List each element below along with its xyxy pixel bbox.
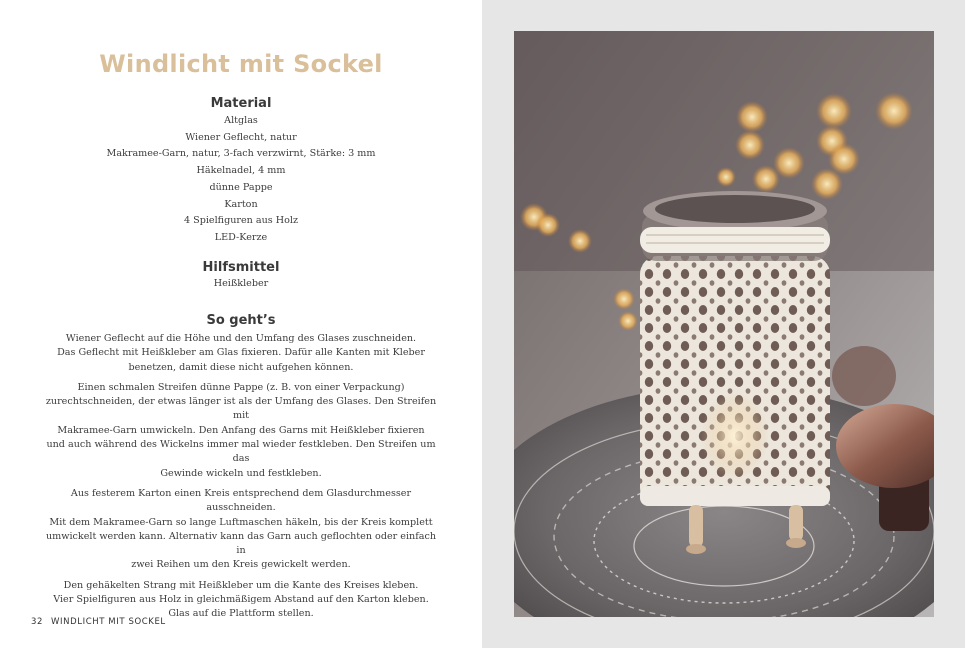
step-line: Das Geflecht mit Heißkleber am Glas fixieren. Dafür alle Kanten mit Kleber bbox=[57, 347, 425, 359]
material-item: 4 Spielfiguren aus Holz bbox=[183, 215, 299, 227]
steps-heading: So geht’s bbox=[206, 313, 276, 328]
step-line: Einen schmalen Streifen dünne Pappe (z. B. von einer Verpackung) bbox=[77, 381, 405, 393]
step-paragraph-4 bbox=[41, 579, 441, 622]
step-line: Glas auf die Plattform stellen. bbox=[168, 608, 314, 620]
material-item: dünne Pappe bbox=[209, 181, 273, 193]
steps-section bbox=[41, 313, 441, 622]
step-line: Mit dem Makramee-Garn so lange Luftmaschen häkeln, bis der Kreis komplett bbox=[49, 516, 433, 528]
material-item: Wiener Geflecht, natur bbox=[185, 131, 297, 143]
material-item: Altglas bbox=[224, 115, 258, 126]
running-title: WINDLICHT MIT SOCKEL bbox=[51, 617, 166, 627]
step-line: zurechtschneiden, der etwas länger ist als der Umfang des Glases. Den Streifen mit bbox=[45, 396, 437, 422]
material-heading: Material bbox=[210, 96, 272, 111]
step-paragraph-2 bbox=[41, 381, 441, 481]
material-item: Karton bbox=[224, 198, 258, 210]
step-line: Makramee-Garn umwickeln. Den Anfang des Garns mit Heißkleber fixieren bbox=[57, 424, 425, 436]
lantern-jar bbox=[640, 191, 830, 554]
material-section bbox=[41, 96, 441, 247]
step-paragraph-1 bbox=[41, 332, 441, 375]
step-line: umwickelt werden kann. Alternativ kann das Garn auch geflochten oder einfach in bbox=[45, 530, 437, 557]
page-title: Windlicht mit Sockel bbox=[99, 50, 383, 78]
page-number: 32 bbox=[31, 617, 44, 627]
hilfsmittel-item: Heißkleber bbox=[213, 278, 269, 289]
step-paragraph-3 bbox=[41, 487, 441, 573]
left-page bbox=[0, 0, 482, 648]
step-line: Den gehäkelten Strang mit Heißkleber um die Kante des Kreises kleben. bbox=[63, 579, 419, 591]
material-item: Makramee-Garn, natur, 3-fach verzwirnt, Stärke: 3 mm bbox=[106, 148, 376, 160]
step-line: Aus festerem Karton einen Kreis entsprechend dem Glasdurchmesser ausschneiden. bbox=[70, 487, 412, 514]
step-line: Vier Spielfiguren aus Holz in gleichmäßigem Abstand auf den Karton kleben. bbox=[53, 594, 429, 606]
material-item: Häkelnadel, 4 mm bbox=[196, 165, 286, 177]
step-line: zwei Reihen um den Kreis gewickelt werden. bbox=[131, 559, 351, 571]
step-line: und auch während des Wickelns immer mal wieder festkleben. Den Streifen um das bbox=[46, 439, 436, 465]
hilfsmittel-section bbox=[41, 260, 441, 293]
hilfsmittel-heading: Hilfsmittel bbox=[202, 260, 280, 275]
page-footer bbox=[31, 617, 166, 627]
lantern-photo bbox=[514, 31, 934, 617]
step-line: Wiener Geflecht auf die Höhe und den Umfang des Glases zuschneiden. bbox=[65, 333, 417, 344]
step-line: benetzen, damit diese nicht aufgehen können. bbox=[128, 361, 354, 373]
material-item: LED-Kerze bbox=[214, 231, 268, 243]
step-line: Gewinde wickeln und festkleben. bbox=[160, 467, 322, 479]
